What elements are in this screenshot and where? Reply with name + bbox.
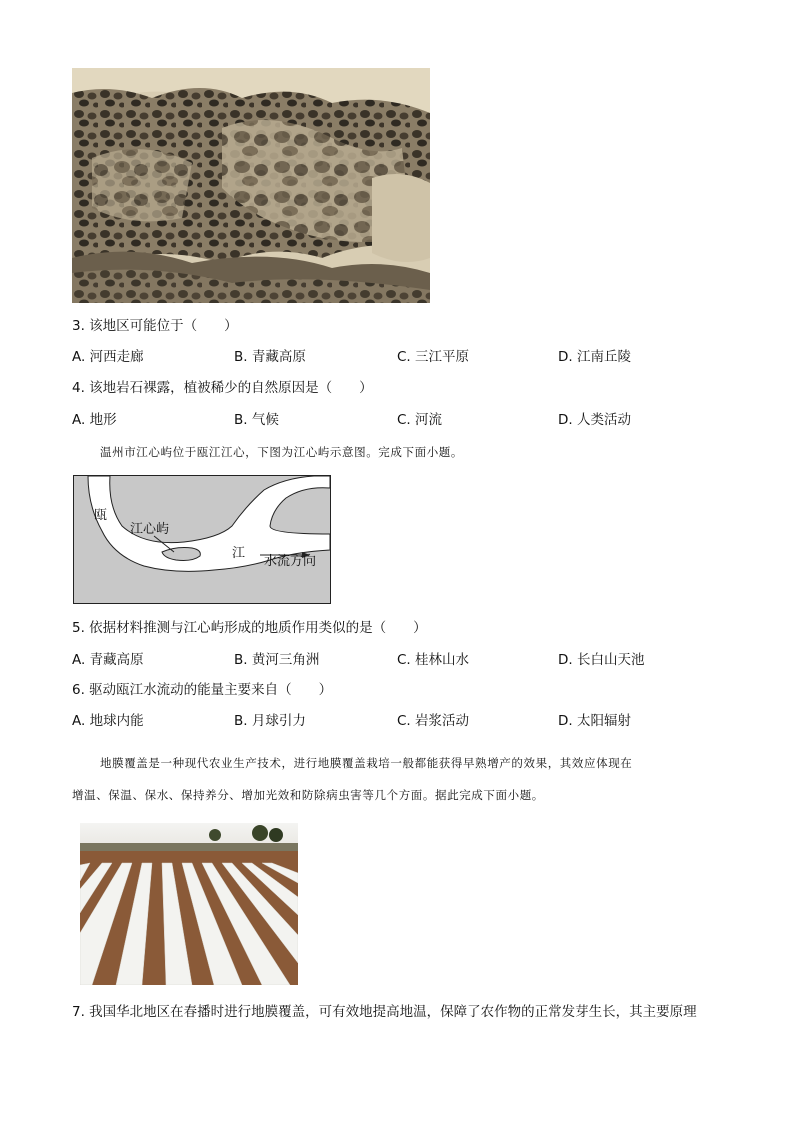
intro-paragraph-mulch-line-1: 地膜覆盖是一种现代农业生产技术，进行地膜覆盖栽培一般都能获得早熟增产的效果，其效应体现在 [100,756,633,770]
map-label-jiang: 江 [232,546,246,561]
question-5-option-a[interactable]: A. 青藏高原 [72,652,144,668]
question-6-option-a[interactable]: A. 地球内能 [72,713,144,729]
question-5-stem: 5. 依据材料推测与江心屿形成的地质作用类似的是（ ） [72,620,427,636]
question-4-option-b[interactable]: B. 气候 [234,412,279,428]
question-4-option-a[interactable]: A. 地形 [72,412,117,428]
question-5-option-c[interactable]: C. 桂林山水 [397,652,470,668]
question-4-option-c[interactable]: C. 河流 [397,412,443,428]
honeycomb-rock-photo [72,68,430,303]
question-4-stem: 4. 该地岩石裸露，植被稀少的自然原因是（ ） [72,380,373,396]
question-6-option-d[interactable]: D. 太阳辐射 [558,713,631,729]
question-3-option-c[interactable]: C. 三江平原 [397,349,470,365]
question-4-option-d[interactable]: D. 人类活动 [558,412,631,428]
jiangxinyu-map [73,475,331,604]
question-3-option-b[interactable]: B. 青藏高原 [234,349,306,365]
question-6-option-c[interactable]: C. 岩浆活动 [397,713,470,729]
plastic-mulch-field-photo [80,823,298,985]
intro-paragraph-jiangxinyu: 温州市江心屿位于瓯江江心，下图为江心屿示意图。完成下面小题。 [100,445,463,459]
question-7-stem: 7. 我国华北地区在春播时进行地膜覆盖，可有效地提高地温，保障了农作物的正常发芽生长，其主要原理 [72,1004,697,1020]
question-3-stem: 3. 该地区可能位于（ ） [72,318,238,334]
question-6-stem: 6. 驱动瓯江水流动的能量主要来自（ ） [72,682,333,698]
question-5-option-b[interactable]: B. 黄河三角洲 [234,652,320,668]
map-label-flow-direction: 水流方向 [264,554,317,569]
intro-paragraph-mulch-line-2: 增温、保温、保水、保持养分、增加光效和防除病虫害等几个方面。据此完成下面小题。 [72,788,544,802]
question-5-option-d[interactable]: D. 长白山天池 [558,652,645,668]
question-6-option-b[interactable]: B. 月球引力 [234,713,306,729]
map-label-ou: 瓯 [94,508,108,523]
question-3-option-a[interactable]: A. 河西走廊 [72,349,144,365]
question-3-option-d[interactable]: D. 江南丘陵 [558,349,631,365]
map-label-jiangxinyu: 江心屿 [130,522,170,537]
